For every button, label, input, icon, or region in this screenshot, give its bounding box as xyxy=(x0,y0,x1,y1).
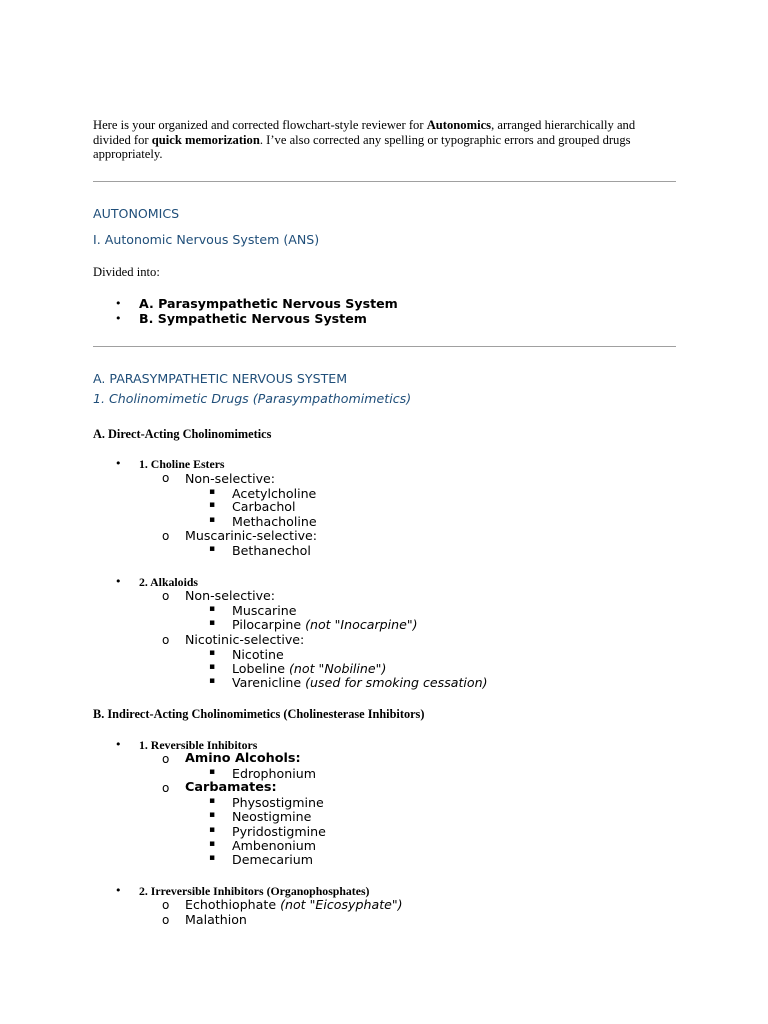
section1-heading: I. Autonomic Nervous System (ANS) xyxy=(93,232,320,247)
drug-note: (not "Nobiline") xyxy=(288,661,387,676)
drug-item: Acetylcholine xyxy=(232,486,317,501)
bullet: • xyxy=(115,738,122,751)
bullet: ▪ xyxy=(209,487,216,497)
nonselective-label: Non-selective: xyxy=(185,588,276,603)
drug-item: Neostigmine xyxy=(232,809,312,824)
bullet: ▪ xyxy=(209,544,216,554)
drug-item xyxy=(185,897,403,912)
doc-title: AUTONOMICS xyxy=(93,206,180,221)
drug-item: Carbachol xyxy=(232,499,296,514)
ans-division-item: A. Parasympathetic Nervous System xyxy=(139,296,398,311)
amino-alcohols-label: Amino Alcohols: xyxy=(185,751,301,766)
drug-name: Pilocarpine xyxy=(232,617,306,632)
muscarinic-label: Muscarinic-selective: xyxy=(185,528,318,543)
drug-item: Nicotine xyxy=(232,647,284,662)
bullet: • xyxy=(115,884,122,897)
bullet: o xyxy=(162,633,170,647)
drug-item xyxy=(232,617,418,632)
drug-item: Ambenonium xyxy=(232,838,317,853)
bullet: ▪ xyxy=(209,796,216,806)
bullet: o xyxy=(162,913,170,927)
drug-note: (used for smoking cessation) xyxy=(305,675,488,690)
bullet: o xyxy=(162,898,170,912)
ans-division-item: B. Sympathetic Nervous System xyxy=(139,311,367,326)
drug-note: (not "Inocarpine") xyxy=(305,617,418,632)
bullet: ▪ xyxy=(209,662,216,672)
bullet: ▪ xyxy=(209,676,216,686)
intro-text: . I’ve also corrected any spelling or typographic errors and grouped drugs appropriately. xyxy=(93,132,631,161)
bullet: o xyxy=(162,589,170,603)
bullet: ▪ xyxy=(209,810,216,820)
drug-item: Malathion xyxy=(185,912,247,927)
intro-paragraph xyxy=(93,118,676,162)
nonselective-label: Non-selective: xyxy=(185,471,276,486)
bullet: • xyxy=(115,457,122,470)
drug-name: Lobeline xyxy=(232,661,289,676)
intro-text: Here is your organized and corrected flowchart-style reviewer for xyxy=(93,118,427,132)
bullet: • xyxy=(115,297,122,310)
bullet: ▪ xyxy=(209,839,216,849)
section2-subheading: 1. Cholinomimetic Drugs (Parasympathomimetics) xyxy=(93,391,412,406)
drug-item: Pyridostigmine xyxy=(232,824,326,839)
drug-name: Varenicline xyxy=(232,675,306,690)
drug-item: Bethanechol xyxy=(232,543,311,558)
divider xyxy=(93,346,676,347)
indirect-acting-heading: B. Indirect-Acting Cholinomimetics (Cholinesterase Inhibitors) xyxy=(93,707,425,721)
irreversible-label: 2. Irreversible Inhibitors (Organophosphates) xyxy=(139,884,370,898)
drug-name: Echothiophate xyxy=(185,897,281,912)
intro-bold-memorization: quick memorization xyxy=(151,132,260,147)
bullet: o xyxy=(162,781,170,795)
carbamates-label: Carbamates: xyxy=(185,780,277,795)
drug-item: Physostigmine xyxy=(232,795,324,810)
drug-item xyxy=(232,675,488,690)
divided-into-label: Divided into: xyxy=(93,265,160,279)
drug-item: Muscarine xyxy=(232,603,297,618)
drug-item: Demecarium xyxy=(232,852,314,867)
bullet: ▪ xyxy=(209,500,216,510)
drug-item: Methacholine xyxy=(232,514,317,529)
divider xyxy=(93,181,676,182)
bullet: ▪ xyxy=(209,853,216,863)
section2-heading: A. PARASYMPATHETIC NERVOUS SYSTEM xyxy=(93,371,348,386)
drug-note: (not "Eicosyphate") xyxy=(280,897,403,912)
intro-text: , arranged hierarchically and divided for xyxy=(93,118,636,147)
nicotinic-label: Nicotinic-selective: xyxy=(185,632,305,647)
bullet: ▪ xyxy=(209,648,216,658)
bullet: o xyxy=(162,471,170,485)
bullet: ▪ xyxy=(209,604,216,614)
bullet: o xyxy=(162,752,170,766)
choline-esters-label: 1. Choline Esters xyxy=(139,457,225,471)
drug-item: Edrophonium xyxy=(232,766,316,781)
drug-item xyxy=(232,661,386,676)
bullet: ▪ xyxy=(209,825,216,835)
bullet: ▪ xyxy=(209,618,216,628)
intro-bold-autonomics: Autonomics xyxy=(426,118,492,132)
alkaloids-label: 2. Alkaloids xyxy=(139,575,199,589)
bullet: • xyxy=(115,575,122,588)
bullet: ▪ xyxy=(209,515,216,525)
bullet: • xyxy=(115,312,122,325)
direct-acting-heading: A. Direct-Acting Cholinomimetics xyxy=(93,427,272,441)
reversible-label: 1. Reversible Inhibitors xyxy=(139,738,258,752)
bullet: ▪ xyxy=(209,767,216,777)
bullet: o xyxy=(162,529,170,543)
